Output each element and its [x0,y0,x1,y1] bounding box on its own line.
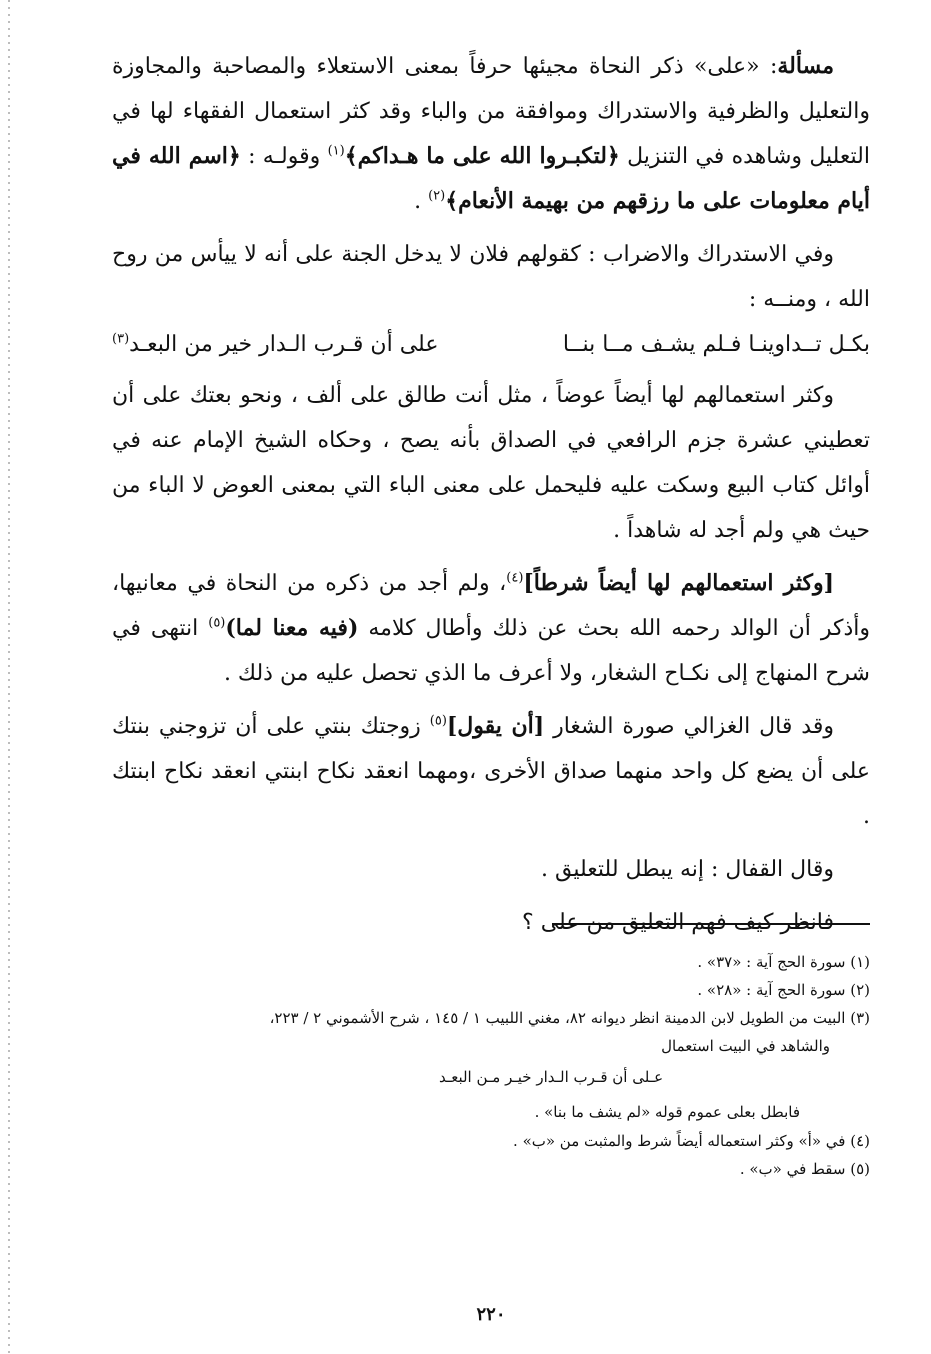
footnote-2: (٢) سورة الحج آية : «٢٨» . [697,981,870,999]
paragraph-3: وكثر استعمالهم لها أيضاً عوضاً ، مثل أنت طالق على ألف ، ونحو بعتك على أن تعطيني عشرة جزم الرافعي في الصداق بأنه يصح ، وحكاه الشيخ الإمام عنه في أوائل كتاب البيع وسكت عليه فليحمل على معنى الباء التي بمعنى العوض لا الباء من حيث هي ولم أجد له شاهداً . [112,383,870,543]
footnotes [112,950,870,1185]
footnote-divider [552,923,870,925]
binding-edge [0,0,18,1354]
bold-phrase: (فيه معنا لما) [225,615,359,641]
footnote-ref-5b: (٥) [429,713,447,729]
verse-second-hemistich: على أن قـرب الـدار خير من البعـد$^{(٣)}$ [112,331,439,357]
paragraph-4: [وكثر استعمالهم لها أيضاً شرطاً]$^{(٤)}$، ولم أجد من ذكره من النحاة في معانيها، وأذكر أن الوالد رحمه الله بحث عن ذلك وأطال كلامه (فيه معنا لما)$^{(٥)}$ انتهى في شرح المنهاج إلى نكـاح الشغار، ولا أعرف ما الذي تحصل عليه من ذلك . [112,570,870,686]
quran-quote-1: ﴿لتكبـروا الله على ما هـداكم﴾ [344,143,620,169]
footnote-3-after: فابطل بعلى عموم قوله «لم يشف ما بنا» . [534,1103,800,1121]
footnote-3-continuation: والشاهد في البيت استعمال [661,1037,830,1055]
main-text [112,44,870,945]
poetry-verse [112,322,870,367]
paragraph-6: وقال القفال : إنه يبطل للتعليق . [541,857,834,882]
footnote-5: (٥) سقط في «ب» . [739,1160,870,1178]
footnote-ref-5: (٥) [208,615,226,631]
paragraph-7: فانظر كيف فهم التعليق من على ؟ [522,910,834,935]
bracket-insert-2: [أن يقول] [446,713,545,739]
page-body [112,44,870,1325]
footnote-4: (٤) في «أ» وكثر استعماله أيضاً شرط والمثبت من «ب» . [513,1132,870,1150]
page-number: ٢٢٠ [476,1304,506,1325]
quran-quote-2: ﴿اسم الله في أيام معلومات على ما رزقهم من بهيمة الأنعام﴾ [112,143,870,214]
paragraph-2: وفي الاستدراك والاضراب : كقولهم فلان لا يدخل الجنة على أنه لا ييأس من روح الله ، ومنــه : [112,242,870,312]
paragraph-5: وقد قال الغزالي صورة الشغار [أن يقول]$^{(٥)}$ زوجتك بنتي على أن تزوجني بنتك على أن يضع كل واحد منهما صداق الأخرى ،ومهما انعقد نكاح ابنتي انعقد نكاح ابنتك . [112,713,870,829]
footnote-ref-2: (٢) [428,188,446,204]
verse-first-hemistich: بكـل تــداوينـا فـلم يشـف مــا بنــا [562,332,870,357]
footnote-1: (١) سورة الحج آية : «٣٧» . [697,953,870,971]
footnote-3: (٣) البيت من الطويل لابن الدمينة انظر ديوانه ٨٢، مغني اللبيب ١ / ١٤٥ ، شرح الأشموني ٢ / ٢٢٣، [269,1009,870,1027]
footnote-ref-4: (٤) [506,570,524,586]
issue-label: مسألة [777,53,834,79]
paragraph-1: مسألة: «على» ذكر النحاة مجيئها حرفاً بمعنى الاستعلاء والمصاحبة والمجاوزة والتعليل والظرفية والاستدراك وموافقة من والباء وقد كثر استعمال الفقهاء لها في التعليل وشاهده في التنزيل ﴿لتكبـروا الله على ما هـداكم﴾$^{(١)}$ وقولـه : ﴿اسم الله في أيام معلومات على ما رزقهم من بهيمة الأنعام﴾$^{(٢)}$ . [112,53,870,214]
footnote-3-verse: عـلى أن قـرب الـدار خيـر مـن البعـد [438,1068,664,1086]
bracket-insert-1: [وكثر استعمالهم لها أيضاً شرطاً] [523,570,834,596]
footnote-ref-3: (٣) [112,331,130,347]
footnote-ref-1: (١) [327,143,345,159]
